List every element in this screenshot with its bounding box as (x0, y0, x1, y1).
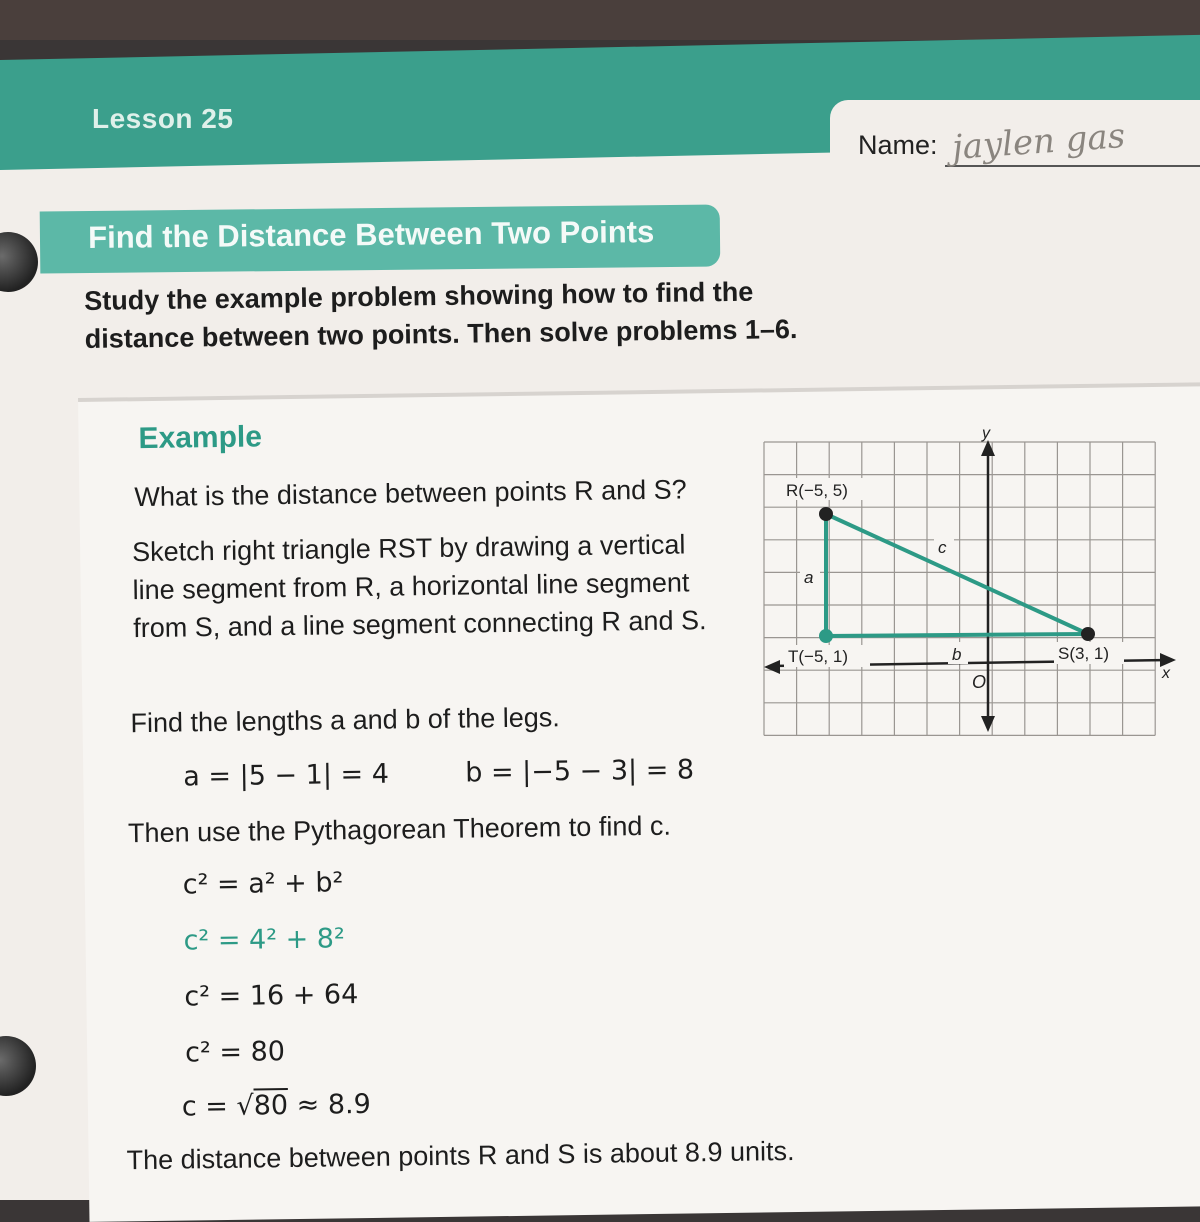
label-a: a (804, 568, 814, 587)
origin-label: O (972, 672, 987, 692)
step-1: c² = a² + b² (182, 867, 344, 901)
example-question: What is the distance between points R and S? (134, 474, 687, 513)
label-r: R(−5, 5) (786, 481, 848, 500)
instructions: Study the example problem showing how to find the distance between two points. Then solve problems 1–6. (84, 276, 798, 354)
final-prefix: c = (181, 1090, 237, 1123)
segment-c (826, 514, 1088, 634)
label-b: b (952, 645, 962, 664)
handwritten-signature: jaylen gas (950, 116, 1127, 168)
y-arrow-down-icon (981, 716, 995, 732)
example-label: Example (138, 420, 263, 456)
x-axis-label: x (1162, 665, 1170, 682)
a-equation: a = |5 − 1| = 4 (183, 758, 390, 793)
label-c: c (938, 538, 947, 557)
sketch-instructions: Sketch right triangle RST by drawing a vertical line segment from R, a horizontal line segment from S, and a line segment connecting R and S. (131, 529, 707, 644)
b-equation: b = |−5 − 3| = 8 (465, 754, 695, 789)
final-root: 80 (253, 1090, 289, 1122)
pythagorean-instruction: Then use the Pythagorean Theorem to find c. (127, 810, 672, 849)
final-result (182, 1089, 371, 1123)
point-s (1081, 627, 1095, 641)
segment-b (826, 634, 1088, 636)
label-s: S(3, 1) (1058, 644, 1110, 663)
lesson-title: Lesson 25 (92, 103, 234, 134)
name-label: Name: (858, 130, 938, 160)
sqrt-icon: √ (236, 1090, 254, 1122)
graph-svg (762, 425, 1182, 758)
legs-instruction: Find the lengths a and b of the legs. (130, 702, 561, 739)
final-suffix: ≈ 8.9 (287, 1088, 372, 1122)
x-arrow-left-icon (764, 660, 780, 674)
step-4: c² = 80 (184, 1036, 286, 1069)
coordinate-graph (762, 425, 1182, 758)
y-axis-label: y (982, 425, 990, 442)
section-title: Find the Distance Between Two Points (88, 214, 655, 255)
step-2: c² = 4² + 8² (183, 923, 346, 957)
conclusion: The distance between points R and S is about 8.9 units. (126, 1135, 795, 1176)
label-t: T(−5, 1) (788, 647, 848, 666)
point-t (819, 629, 833, 643)
point-r (819, 507, 833, 521)
step-3: c² = 16 + 64 (184, 979, 359, 1013)
